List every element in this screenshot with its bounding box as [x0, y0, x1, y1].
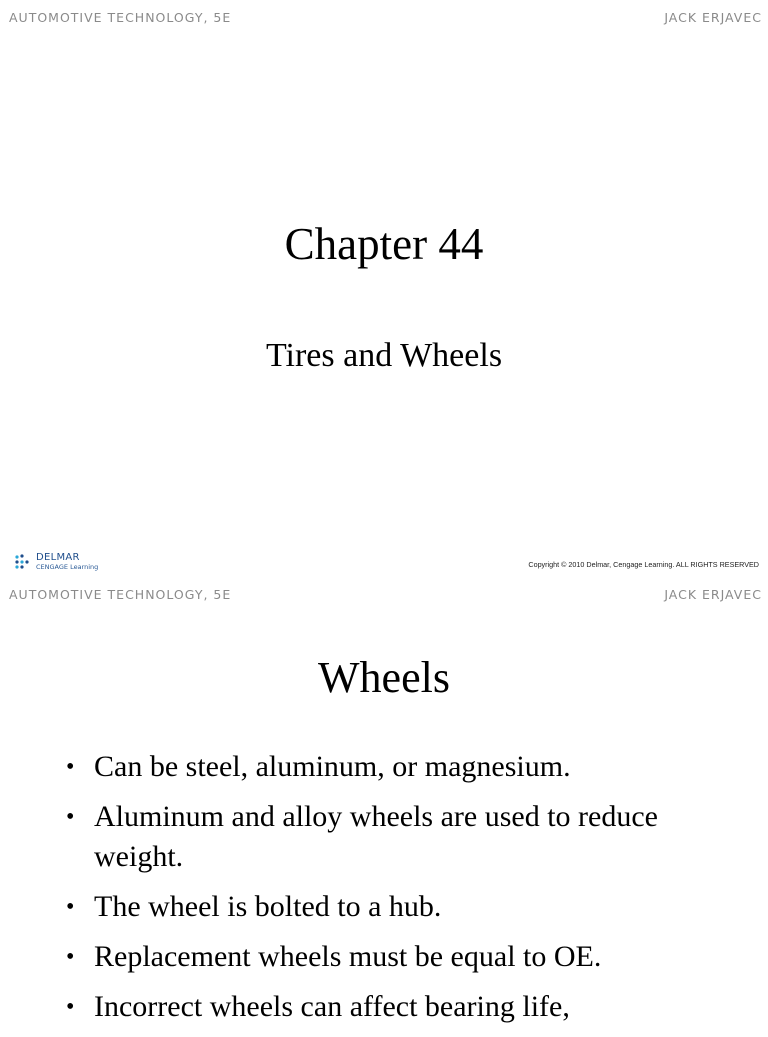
logo-name: DELMAR: [36, 552, 80, 563]
bullet-icon: •: [66, 754, 75, 780]
slide2-header-right: JACK ERJAVEC: [664, 587, 762, 602]
slide2-header-left: AUTOMOTIVE TECHNOLOGY, 5E: [9, 587, 232, 602]
slide1-header-right: JACK ERJAVEC: [664, 10, 762, 25]
bullet-icon: •: [66, 994, 75, 1020]
bullet-text: Replacement wheels must be equal to OE.: [94, 940, 602, 973]
bullet-icon: •: [66, 894, 75, 920]
bullet-list: [66, 747, 746, 1037]
logo-subtext: CENGAGE Learning: [36, 563, 99, 571]
bullet-item: [66, 987, 746, 1027]
bullet-text: The wheel is bolted to a hub.: [94, 890, 442, 923]
chapter-subtitle: Tires and Wheels: [265, 337, 503, 374]
bullet-icon: •: [66, 944, 75, 970]
bullet-item: [66, 887, 746, 927]
delmar-logo-icon: [14, 554, 32, 570]
bullet-text: Can be steel, aluminum, or magnesium.: [94, 750, 571, 783]
chapter-title: Chapter 44: [284, 219, 484, 269]
copyright-notice: Copyright © 2010 Delmar, Cengage Learning. ALL RIGHTS RESERVED: [528, 560, 759, 569]
bullet-item: [66, 937, 746, 977]
bullet-icon: •: [66, 804, 75, 830]
bullet-item: [66, 797, 746, 877]
slide-title: Wheels: [318, 653, 450, 702]
bullet-text: Aluminum and alloy wheels are used to reduce weight.: [94, 800, 658, 873]
slide1-header-left: AUTOMOTIVE TECHNOLOGY, 5E: [9, 10, 232, 25]
bullet-text: Incorrect wheels can affect bearing life,: [94, 990, 570, 1023]
bullet-item: [66, 747, 746, 787]
